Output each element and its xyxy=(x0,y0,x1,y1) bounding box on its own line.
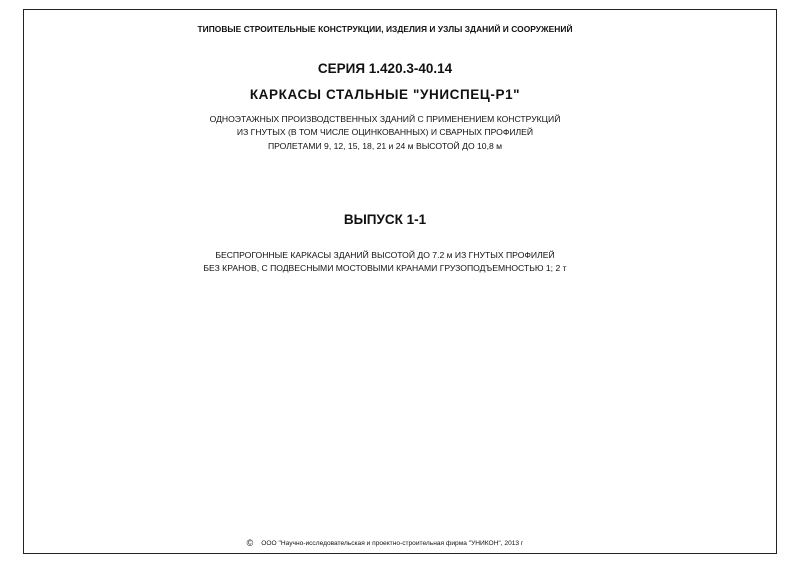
document-title: КАРКАСЫ СТАЛЬНЫЕ "УНИСПЕЦ-Р1" xyxy=(249,87,521,102)
issue-description-line-1: БЕСПРОГОННЫЕ КАРКАСЫ ЗДАНИЙ ВЫСОТОЙ ДО 7.2 м ИЗ ГНУТЫХ ПРОФИЛЕЙ xyxy=(215,250,555,260)
footer-copyright xyxy=(0,538,770,548)
description-line-1: ОДНОЭТАЖНЫХ ПРОИЗВОДСТВЕННЫХ ЗДАНИЙ С ПРИМЕНЕНИЕМ КОНСТРУКЦИЙ xyxy=(209,114,561,124)
issue-title: ВЫПУСК 1-1 xyxy=(343,212,427,227)
description-line-2: ИЗ ГНУТЫХ (В ТОМ ЧИСЛЕ ОЦИНКОВАННЫХ) И СВАРНЫХ ПРОФИЛЕЙ xyxy=(236,127,534,137)
description-line-3: ПРОЛЕТАМИ 9, 12, 15, 18, 21 и 24 м ВЫСОТОЙ ДО 10,8 м xyxy=(267,141,503,151)
footer-text: ООО "Научно-исследовательская и проектно-строительная фирма "УНИКОН", 2013 г xyxy=(261,540,524,547)
copyright-icon: © xyxy=(246,538,254,548)
issue-description-line-2: БЕЗ КРАНОВ, С ПОДВЕСНЫМИ МОСТОВЫМИ КРАНАМИ ГРУЗОПОДЪЕМНОСТЬЮ 1; 2 т xyxy=(203,263,567,273)
header-line: ТИПОВЫЕ СТРОИТЕЛЬНЫЕ КОНСТРУКЦИИ, ИЗДЕЛИЯ И УЗЛЫ ЗДАНИЙ И СООРУЖЕНИЙ xyxy=(197,24,573,34)
series-number: СЕРИЯ 1.420.3-40.14 xyxy=(317,61,453,76)
